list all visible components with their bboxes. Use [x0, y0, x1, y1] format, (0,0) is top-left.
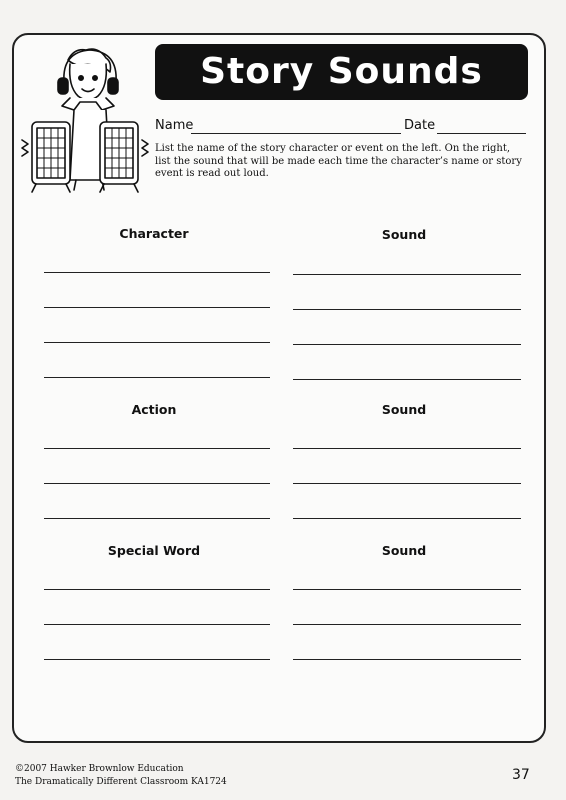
page-number: 37 [512, 767, 530, 783]
character-answer-line[interactable] [44, 272, 270, 273]
name-label: Name [155, 118, 194, 133]
copyright-text: ©2007 Hawker Brownlow Education [15, 764, 184, 774]
sound-answer-line[interactable] [293, 379, 521, 380]
page-title: Story Sounds [200, 51, 483, 92]
sound-answer-line[interactable] [293, 659, 521, 660]
character-answer-line[interactable] [44, 307, 270, 308]
sound-answer-line[interactable] [293, 483, 521, 484]
sound-answer-line[interactable] [293, 589, 521, 590]
instructions-text: List the name of the story character or event on the left. On the right, list the sound that will be made each time the character’s name or story event is read out loud. [155, 143, 522, 179]
date-field[interactable] [437, 133, 526, 134]
action-answer-line[interactable] [44, 483, 270, 484]
sound-heading-1: Sound [381, 227, 427, 242]
footer [15, 763, 227, 789]
character-heading: Character [119, 226, 189, 241]
sound-answer-line[interactable] [293, 448, 521, 449]
sound-answer-line[interactable] [293, 624, 521, 625]
action-answer-line[interactable] [44, 518, 270, 519]
character-answer-line[interactable] [44, 377, 270, 378]
name-date-row [155, 118, 527, 140]
sound-heading-2: Sound [381, 402, 427, 417]
clipart-boy-with-headphones-and-speakers-icon [18, 42, 153, 197]
special-word-heading: Special Word [107, 543, 201, 558]
action-heading: Action [131, 402, 177, 417]
date-label: Date [404, 118, 436, 133]
sound-answer-line[interactable] [293, 274, 521, 275]
action-answer-line[interactable] [44, 448, 270, 449]
sound-answer-line[interactable] [293, 309, 521, 310]
special-word-answer-line[interactable] [44, 624, 270, 625]
sound-heading-3: Sound [381, 543, 427, 558]
special-word-answer-line[interactable] [44, 659, 270, 660]
title-banner [155, 44, 528, 100]
special-word-answer-line[interactable] [44, 589, 270, 590]
sound-answer-line[interactable] [293, 344, 521, 345]
name-field[interactable] [191, 133, 401, 134]
character-answer-line[interactable] [44, 342, 270, 343]
product-code-text: The Dramatically Different Classroom KA1724 [15, 777, 227, 787]
sound-answer-line[interactable] [293, 518, 521, 519]
